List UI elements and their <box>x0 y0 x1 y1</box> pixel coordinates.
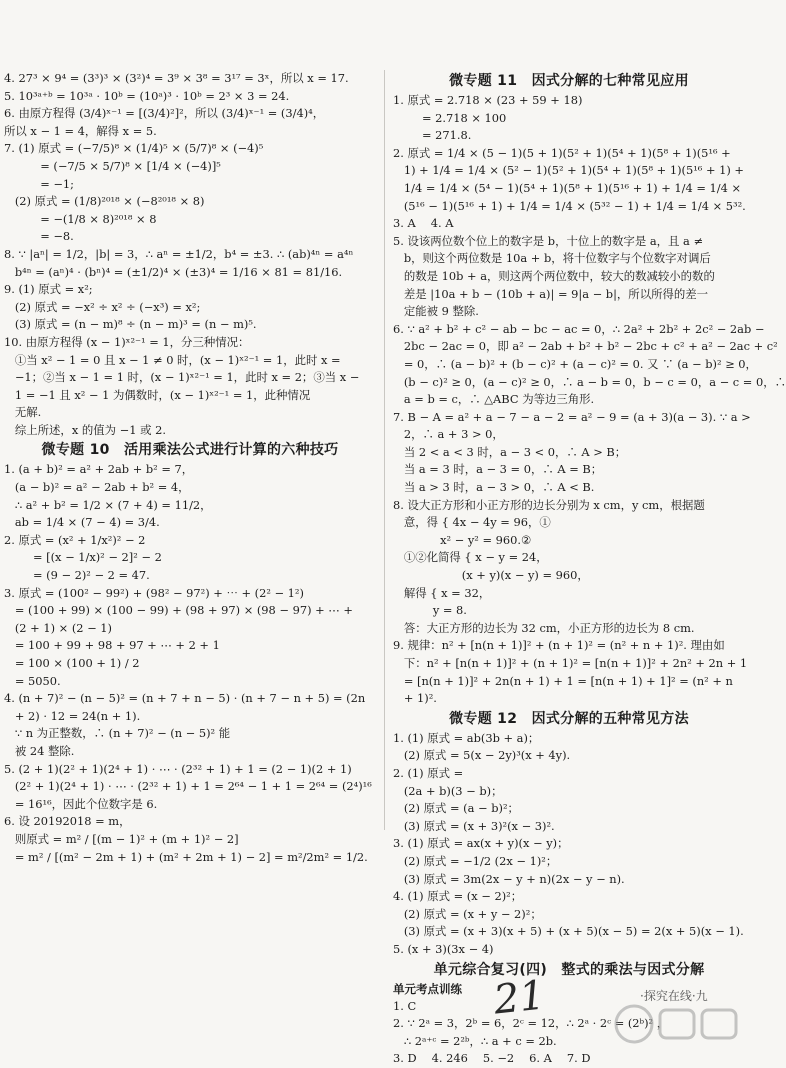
right-line: 2. ∵ 2ᵃ = 3，2ᵇ = 6，2ᶜ = 12，∴ 2ᵃ · 2ᶜ = (2ᵇ)² ， <box>393 1016 669 1031</box>
right-line: 4. (1) 原式 = (x − 2)²； <box>393 889 523 904</box>
left-line: = [(x − 1/x)² − 2]² − 2 <box>4 550 162 565</box>
left-line: 所以 x − 1 = 4，解得 x = 5. <box>4 123 157 138</box>
left-line: 2. 原式 = (x² + 1/x²)² − 2 <box>4 532 146 547</box>
right-line: 下：n² + [n(n + 1)]² + (n + 1)² = [n(n + 1)]² + 2n² + 2n + 1 <box>393 656 748 670</box>
left-line: 10. 由原方程得 (x − 1)ˣ²⁻¹ = 1，分三种情况： <box>4 334 250 349</box>
right-line: x² − y² = 960.② <box>393 532 532 547</box>
right-line: ①②化简得 { x − y = 24， <box>393 550 548 565</box>
left-line: 1. (a + b)² = a² + 2ab + b² = 7， <box>4 462 194 477</box>
left-line: 9. (1) 原式 = x²; <box>4 282 93 297</box>
right-line: 当 a > 3 时，a − 3 > 0，∴ A < B. <box>393 480 595 495</box>
right-line: = 2.718 × 100 <box>393 110 507 125</box>
right-line: = 0，∴ (a − b)² + (b − c)² + (a − c)² = 0. 又 ∵ (a − b)² ≥ 0， <box>393 356 757 371</box>
right-line: 当 2 < a < 3 时，a − 3 < 0，∴ A > B； <box>393 444 627 459</box>
right-line: 2. 原式 = 1/4 × (5 − 1)(5 + 1)(5² + 1)(5⁴ + 1)(5⁸ + 1)(5¹⁶ + <box>393 145 731 160</box>
right-line: 1. 原式 = 2.718 × (23 + 59 + 18) <box>393 93 583 107</box>
left-line: 4. 27³ × 9⁴ = (3³)³ × (3²)⁴ = 3⁹ × 3⁸ = 3¹⁷ = 3ˣ，所以 x = 17. <box>4 71 349 85</box>
right-line: 8. 设大正方形和小正方形的边长分别为 x cm，y cm，根据题 <box>393 497 705 512</box>
left-column <box>4 70 376 866</box>
right-line: 9. 规律：n² + [n(n + 1)]² + (n + 1)² = (n² + n + 1)². 理由如 <box>393 638 725 653</box>
right-line: (5¹⁶ − 1)(5¹⁶ + 1) + 1/4 = 1/4 × (5³² − 1) + 1/4 = 1/4 × 5³². <box>393 198 746 213</box>
left-line: + 2) · 12 = 24(n + 1). <box>4 708 141 723</box>
right-line: 3. D 4. 246 5. −2 6. A 7. D <box>393 1051 591 1066</box>
right-section-heading: 单元综合复习(四) 整式的乘法与因式分解 <box>433 961 705 978</box>
left-line: ①当 x² − 1 = 0 且 x − 1 ≠ 0 时，(x − 1)ˣ²⁻¹ = 1，此时 x = <box>4 352 341 367</box>
right-line: (3) 原式 = 3m(2x − y + n)(2x − y − n). <box>393 871 625 886</box>
left-line: 7. (1) 原式 = (−7/5)⁸ × (1/4)⁵ × (5/7)⁸ × (−4)⁵ <box>4 141 264 156</box>
right-line: (x + y)(x − y) = 960， <box>393 568 589 583</box>
right-line: (b − c)² ≥ 0，(a − c)² ≥ 0，∴ a − b = 0，b − c = 0，a − c = 0，∴ <box>393 374 786 389</box>
right-line: a = b = c，∴ △ABC 为等边三角形. <box>393 392 595 407</box>
left-line: 3. 原式 = (100² − 99²) + (98² − 97²) + ⋯ + (2² − 1²) <box>4 585 304 600</box>
left-line: (a − b)² = a² − 2ab + b² = 4， <box>4 480 190 495</box>
right-line: 1/4 = 1/4 × (5⁴ − 1)(5⁴ + 1)(5⁸ + 1)(5¹⁶ + 1) + 1/4 = 1/4 × <box>393 180 741 195</box>
right-line: = [n(n + 1)]² + 2n(n + 1) + 1 = [n(n + 1) + 1]² = (n² + n <box>393 673 733 688</box>
left-section-heading: 微专题 10 活用乘法公式进行计算的六种技巧 <box>41 442 339 459</box>
right-line: 定能被 9 整除. <box>393 304 479 319</box>
left-line: = −(1/8 × 8)²⁰¹⁸ × 8 <box>4 211 157 226</box>
left-line: = 16¹⁶，因此个位数字是 6. <box>4 796 158 811</box>
left-line: = 5050. <box>4 673 61 688</box>
right-line: 当 a = 3 时，a − 3 = 0，∴ A = B； <box>393 462 603 477</box>
left-line: = m² / [(m² − 2m + 1) + (m² + 2m + 1) − 2] = m²/2m² = 1/2. <box>4 849 368 864</box>
left-line: b⁴ⁿ = (aⁿ)⁴ · (bⁿ)⁴ = (±1/2)⁴ × (±3)⁴ = 1/16 × 81 = 81/16. <box>4 264 343 279</box>
right-line: (2) 原式 = (x + y − 2)²； <box>393 906 542 921</box>
right-line: 3. (1) 原式 = ax(x + y)(x − y)； <box>393 836 569 851</box>
left-line: (3) 原式 = (n − m)⁸ ÷ (n − m)³ = (n − m)⁵. <box>4 317 257 332</box>
left-line: 8. ∵ |aⁿ| = 1/2，|b| = 3，∴ aⁿ = ±1/2，b⁴ = ±3. ∴ (ab)⁴ⁿ = a⁴ⁿ <box>4 246 354 261</box>
right-line: (3) 原式 = (x + 3)(x + 5) + (x + 5)(x − 5) = 2(x + 5)(x − 1). <box>393 924 744 939</box>
left-line: = (9 − 2)² − 2 = 47. <box>4 568 150 583</box>
right-line: ∴ 2ᵃ⁺ᶜ = 2²ᵇ，∴ a + c = 2b. <box>393 1033 557 1048</box>
left-line: 6. 由原方程得 (3/4)ˣ⁻¹ = [(3/4)²]²，所以 (3/4)ˣ⁻¹ = (3/4)⁴， <box>4 106 325 121</box>
right-section-heading: 微专题 11 因式分解的七种常见应用 <box>449 73 689 89</box>
left-line: 1 = −1 且 x² − 1 为偶数时，(x − 1)ˣ²⁻¹ = 1，此种情况 <box>4 387 311 402</box>
left-line: (2) 原式 = (1/8)²⁰¹⁸ × (−8²⁰¹⁸ × 8) <box>4 194 205 209</box>
right-line: 7. B − A = a² + a − 7 − a − 2 = a² − 9 = (a + 3)(a − 3). ∵ a > <box>393 409 751 424</box>
watermark-logo-icon <box>612 1000 742 1048</box>
left-line: 则原式 = m² / [(m − 1)² + (m + 1)² − 2] <box>4 831 239 846</box>
right-line: y = 8. <box>393 603 467 618</box>
right-line: (3) 原式 = (x + 3)²(x − 3)². <box>393 818 555 833</box>
right-line: (2a + b)(3 − b)； <box>393 783 503 798</box>
right-line: 1. (1) 原式 = ab(3b + a)； <box>393 730 540 745</box>
left-line: ab = 1/4 × (7 − 4) = 3/4. <box>4 515 160 530</box>
right-line: 6. ∵ a² + b² + c² − ab − bc − ac = 0，∴ 2a² + 2b² + 2c² − 2ab − <box>393 321 765 336</box>
right-line: 2bc − 2ac = 0，即 a² − 2ab + b² + b² − 2bc + c² + a² − 2ac + c² <box>393 339 778 354</box>
right-section-heading: 微专题 12 因式分解的五种常见方法 <box>449 710 689 727</box>
right-line: 2，∴ a + 3 > 0， <box>393 427 504 442</box>
left-line: 被 24 整除. <box>4 743 75 758</box>
right-line: 3. A 4. A <box>393 216 454 231</box>
left-line: = 100 × (100 + 1) / 2 <box>4 656 140 670</box>
right-column <box>393 70 786 1068</box>
right-line: 差是 |10a + b − (10b + a)| = 9|a − b|，所以所得的差一 <box>393 286 709 301</box>
right-line: 答：大正方形的边长为 32 cm，小正方形的边长为 8 cm. <box>393 620 695 635</box>
right-line: 2. (1) 原式 = <box>393 765 464 780</box>
right-line: (2) 原式 = 5(x − 2y)³(x + 4y). <box>393 748 571 763</box>
right-line: 1. C <box>393 998 417 1013</box>
left-line: 5. (2 + 1)(2² + 1)(2⁴ + 1) · ⋯ · (2³² + 1) + 1 = (2 − 1)(2 + 1) <box>4 761 352 776</box>
left-line: 5. 10³ᵃ⁺ᵇ = 10³ᵃ · 10ᵇ = (10ᵃ)³ · 10ᵇ = 2³ × 3 = 24. <box>4 88 290 103</box>
handwritten-page-number: 21 <box>491 972 548 1024</box>
left-line: −1；②当 x − 1 = 1 时，(x − 1)ˣ²⁻¹ = 1，此时 x = 2；③当 x − <box>4 370 360 385</box>
right-line: b，则这个两位数是 10a + b，将十位数字与个位数字对调后 <box>393 251 711 266</box>
right-line: 1) + 1/4 = 1/4 × (5² − 1)(5² + 1)(5⁴ + 1)(5⁸ + 1)(5¹⁶ + 1) + <box>393 163 744 178</box>
left-line: ∵ n 为正整数，∴ (n + 7)² − (n − 5)² 能 <box>4 726 231 741</box>
left-line: (2² + 1)(2⁴ + 1) · ⋯ · (2³² + 1) + 1 = 2⁶⁴ − 1 + 1 = 2⁶⁴ = (2⁴)¹⁶ <box>4 779 372 794</box>
right-line: + 1)². <box>393 691 437 706</box>
left-line: = (−7/5 × 5/7)⁸ × [1/4 × (−4)]⁵ <box>4 158 221 173</box>
left-line: = 100 + 99 + 98 + 97 + ⋯ + 2 + 1 <box>4 638 220 653</box>
right-line: 意，得 { 4x − 4y = 96，① <box>393 515 551 530</box>
left-line: = −8. <box>4 229 74 244</box>
right-line: (2) 原式 = −1/2 (2x − 1)²； <box>393 853 558 868</box>
left-line: = (100 + 99) × (100 − 99) + (98 + 97) × (98 − 97) + ⋯ + <box>4 603 353 618</box>
left-line: 无解. <box>4 405 42 420</box>
left-line: = −1; <box>4 176 75 191</box>
left-line: 4. (n + 7)² − (n − 5)² = (n + 7 + n − 5) · (n + 7 − n + 5) = (2n <box>4 691 366 706</box>
left-line: (2 + 1) × (2 − 1) <box>4 620 112 635</box>
right-line: = 271.8. <box>393 128 472 143</box>
right-subheading: 单元考点训练 <box>393 981 462 996</box>
left-line: (2) 原式 = −x² ÷ x² ÷ (−x³) = x²; <box>4 299 201 314</box>
footer-tag: ·探究在线·九 <box>640 989 708 1003</box>
right-line: 5. 设该两位数个位上的数字是 b，十位上的数字是 a，且 a ≠ <box>393 233 703 248</box>
column-divider <box>384 70 385 830</box>
left-line: 6. 设 20192018 = m， <box>4 814 131 829</box>
left-line: 综上所述，x 的值为 −1 或 2. <box>4 422 166 437</box>
left-line: ∴ a² + b² = 1/2 × (7 + 4) = 11/2， <box>4 497 212 512</box>
right-line: 解得 { x = 32， <box>393 585 491 600</box>
right-line: 5. (x + 3)(3x − 4) <box>393 941 494 956</box>
right-line: (2) 原式 = (a − b)²； <box>393 801 519 816</box>
right-line: 的数是 10b + a，则这两个两位数中，较大的数减较小的数的 <box>393 268 715 283</box>
